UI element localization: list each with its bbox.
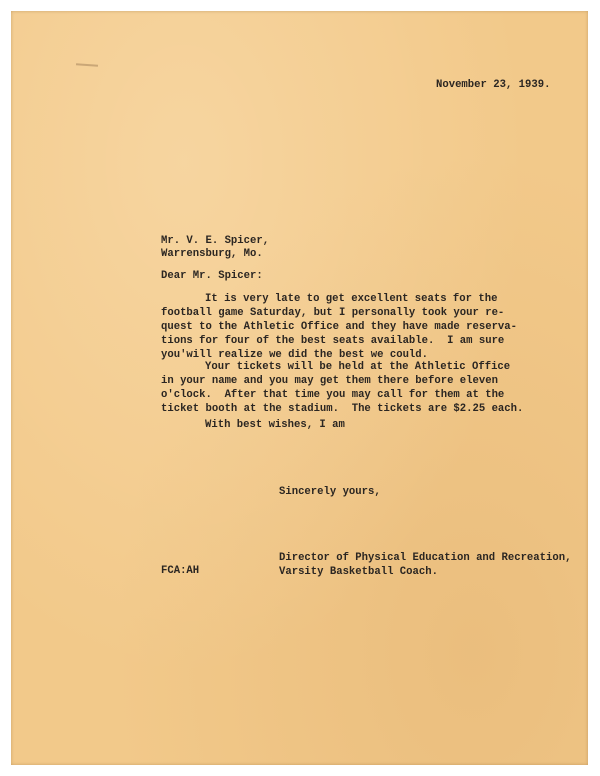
address-line: Mr. V. E. Spicer, (161, 235, 270, 247)
title-line: Director of Physical Education and Recreation, (279, 552, 572, 564)
paragraph-line: It is very late to get excellent seats for the (205, 293, 498, 305)
letter-date: November 23, 1939. (436, 79, 551, 91)
paragraph-line: tions for four of the best seats available. I am sure (161, 335, 505, 347)
paragraph-line: ticket booth at the stadium. The tickets are $2.25 each. (161, 403, 524, 415)
paragraph-line: you'will realize we did the best we could. (161, 349, 429, 361)
paragraph-line: football game Saturday, but I personally took your re- (161, 307, 505, 319)
paragraph-line: quest to the Athletic Office and they have made reserva- (161, 321, 518, 333)
best-wishes: With best wishes, I am (205, 419, 345, 431)
paragraph-line: in your name and you may get them there before eleven (161, 375, 498, 387)
reference-initials: FCA:AH (161, 565, 200, 577)
signature-title (279, 551, 572, 599)
complimentary-close: Sincerely yours, (279, 486, 381, 498)
title-line: Varsity Basketball Coach. (279, 566, 438, 578)
salutation: Dear Mr. Spicer: (161, 270, 263, 282)
address-line: Warrensburg, Mo. (161, 248, 263, 260)
paragraph-line: Your tickets will be held at the Athletic Office (205, 361, 511, 373)
paragraph-line: o'clock. After that time you may call for them at the (161, 389, 505, 401)
